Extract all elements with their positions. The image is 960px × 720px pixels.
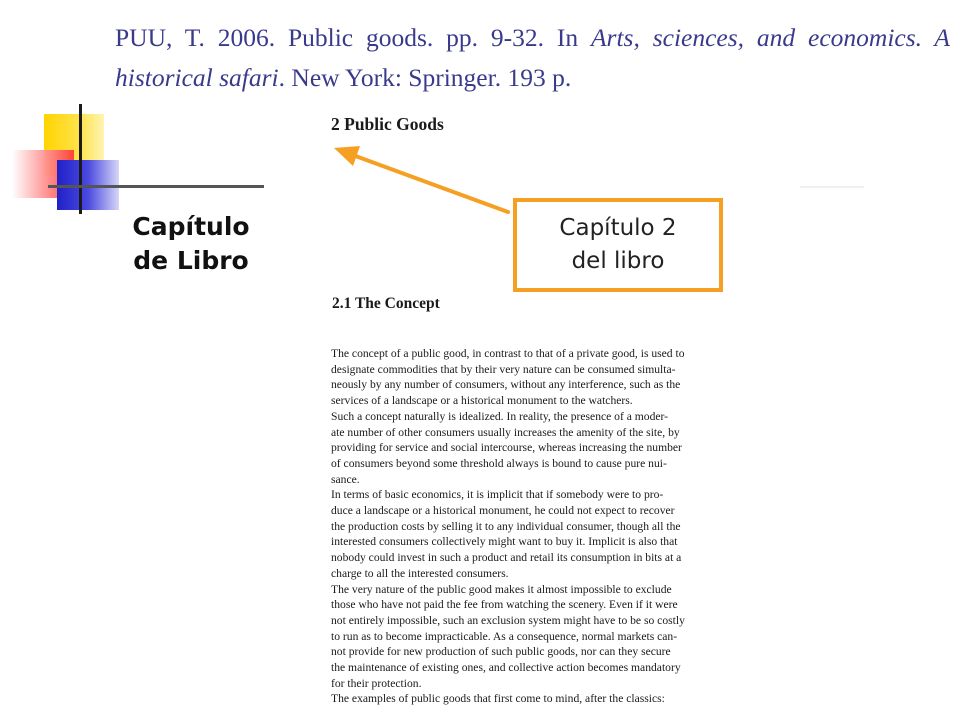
book-text-line: the maintenance of existing ones, and collective action becomes mandatory	[331, 661, 681, 675]
book-text-line: not provide for new production of such public goods, nor can they secure	[331, 645, 671, 659]
book-text-line: In terms of basic economics, it is implicit that if somebody were to pro-	[331, 488, 664, 502]
book-text-line: ate number of other consumers usually increases the amenity of the site, by	[331, 425, 680, 439]
chapter-type-label	[100, 210, 282, 278]
book-text-line: designate commodities that by their very nature can be consumed simulta-	[331, 362, 676, 376]
citation-book-title: Arts, sciences, and economics. A historical safari	[115, 23, 950, 92]
book-text-line: nobody could invest in such a product and retail its consumption in bits at a	[331, 551, 682, 565]
book-text-line: providing for service and social intercourse, whereas increasing the number	[331, 441, 682, 455]
callout-line-1: Capítulo 2	[559, 215, 677, 241]
book-text-line: to run as to become impracticable. As a consequence, normal markets can-	[331, 629, 678, 643]
callout-line-2: del libro	[571, 248, 665, 274]
citation-part-2: . New York: Springer. 193 p.	[278, 63, 572, 92]
book-text-line: interested consumers collectively might want to buy it. Implicit is also that	[331, 535, 678, 549]
book-text-line: services of a landscape or a historical monument to the watchers.	[331, 394, 633, 408]
book-text-line: duce a landscape or a historical monument, he could not expect to recover	[331, 504, 675, 518]
citation-text	[115, 18, 950, 98]
book-text-line: sance.	[331, 472, 360, 486]
book-text-line: charge to all the interested consumers.	[331, 566, 509, 580]
chapter-type-label-line-2: de Libro	[133, 246, 249, 275]
logo-vertical-line	[79, 104, 82, 214]
pointer-arrow-icon	[320, 130, 530, 220]
book-text-line: of consumers beyond some threshold always is bound to cause pure nui-	[331, 456, 667, 470]
chapter-type-label-line-1: Capítulo	[132, 212, 250, 241]
book-text-line: The concept of a public good, in contrast to that of a private good, is used to	[331, 347, 685, 360]
book-text-line: Such a concept naturally is idealized. In reality, the presence of a moder-	[331, 409, 669, 423]
book-body-text	[331, 346, 735, 707]
book-text-line: those who have not paid the fee from watching the scenery. Even if it were	[331, 598, 678, 612]
book-chapter-title: 2 Public Goods	[331, 114, 444, 134]
book-text-line: the production costs by selling it to any individual consumer, though all the	[331, 519, 681, 533]
book-text-line: The very nature of the public good makes it almost impossible to exclude	[331, 582, 672, 596]
logo-horizontal-line	[48, 185, 264, 188]
book-text-line: neously by any number of consumers, without any interference, such as the	[331, 378, 681, 392]
book-text-line: not entirely impossible, such an exclusion system might have to be so costly	[331, 613, 685, 627]
chapter-callout-box	[513, 198, 723, 292]
scan-artifact-line	[800, 186, 864, 188]
citation-part-1: PUU, T. 2006. Public goods. pp. 9-32. In	[115, 23, 591, 52]
book-section-title: 2.1 The Concept	[332, 295, 440, 312]
book-text-line: The examples of public goods that first come to mind, after the classics:	[331, 692, 665, 706]
book-text-line: for their protection.	[331, 676, 422, 690]
